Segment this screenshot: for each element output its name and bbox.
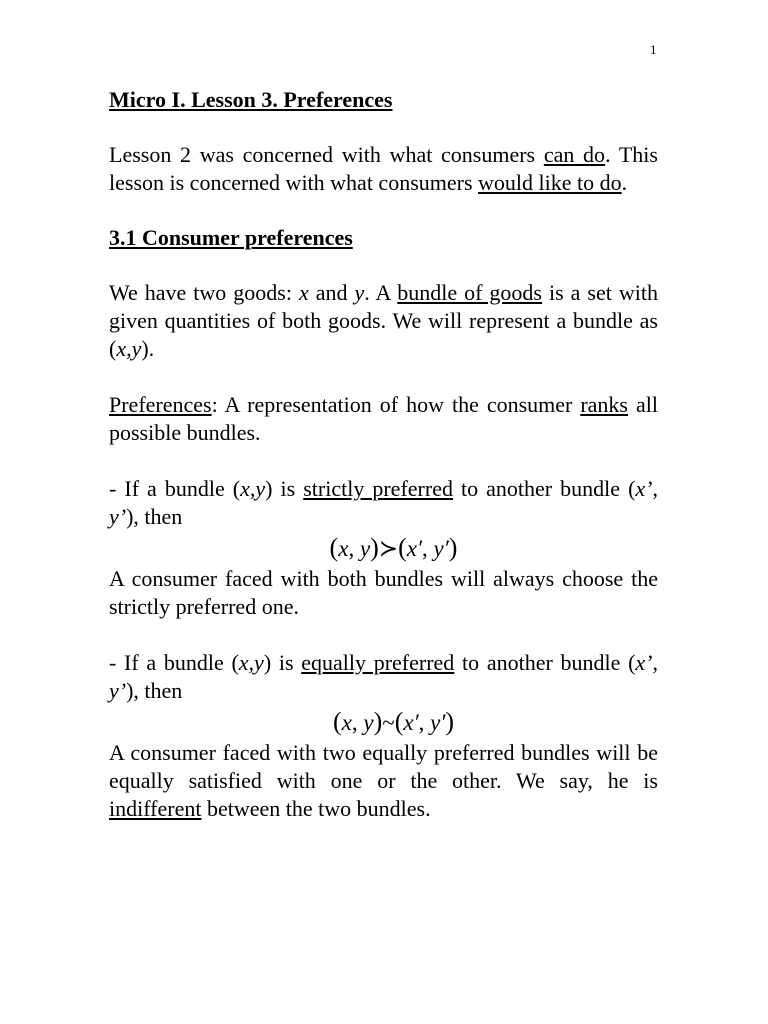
page-number: 1 (650, 42, 657, 57)
strict-preference-paragraph: - If a bundle (x,y) is strictly preferred to another bundle (x’, y’), then (109, 476, 658, 529)
underlined-indifferent: indifferent (109, 796, 202, 821)
strict-preference-formula: (x, y)≻(x′, y′) (329, 533, 458, 562)
strict-explanation: A consumer faced with both bundles will always choose the strictly preferred one. (109, 566, 658, 619)
underlined-preferences: Preferences (109, 392, 212, 417)
indifference-formula: (x, y)~(x′, y′) (332, 707, 455, 736)
goods-paragraph: We have two goods: x and y. A bundle of goods is a set with given quantities of both goods. We will represent a bundle as (x,y). (109, 280, 658, 361)
preferences-paragraph: Preferences: A representation of how the consumer ranks all possible bundles. (109, 392, 658, 445)
equal-explanation: A consumer faced with two equally preferred bundles will be equally satisfied with one or the other. We say, he is indifferent between the two bundles. (109, 740, 658, 821)
strict-relation-symbol: ≻ (378, 536, 399, 561)
underlined-ranks: ranks (580, 392, 628, 417)
underlined-can-do: can do (543, 142, 606, 167)
equal-preference-paragraph: - If a bundle (x,y) is equally preferred to another bundle (x’, y’), then (109, 650, 658, 703)
underlined-equally-preferred: equally preferred (301, 650, 455, 675)
underlined-bundle-of-goods: bundle of goods (397, 280, 542, 305)
underlined-would-like-to-do: would like to do (478, 170, 622, 195)
section-title: 3.1 Consumer preferences (109, 225, 353, 250)
intro-paragraph: Lesson 2 was concerned with what consumers can do. This lesson is concerned with what consumers would like to do. (109, 142, 658, 195)
document-title: Micro I. Lesson 3. Preferences (109, 87, 393, 112)
underlined-strictly-preferred: strictly preferred (303, 476, 453, 501)
indifference-relation-symbol: ~ (382, 710, 395, 735)
document-body (109, 86, 658, 823)
